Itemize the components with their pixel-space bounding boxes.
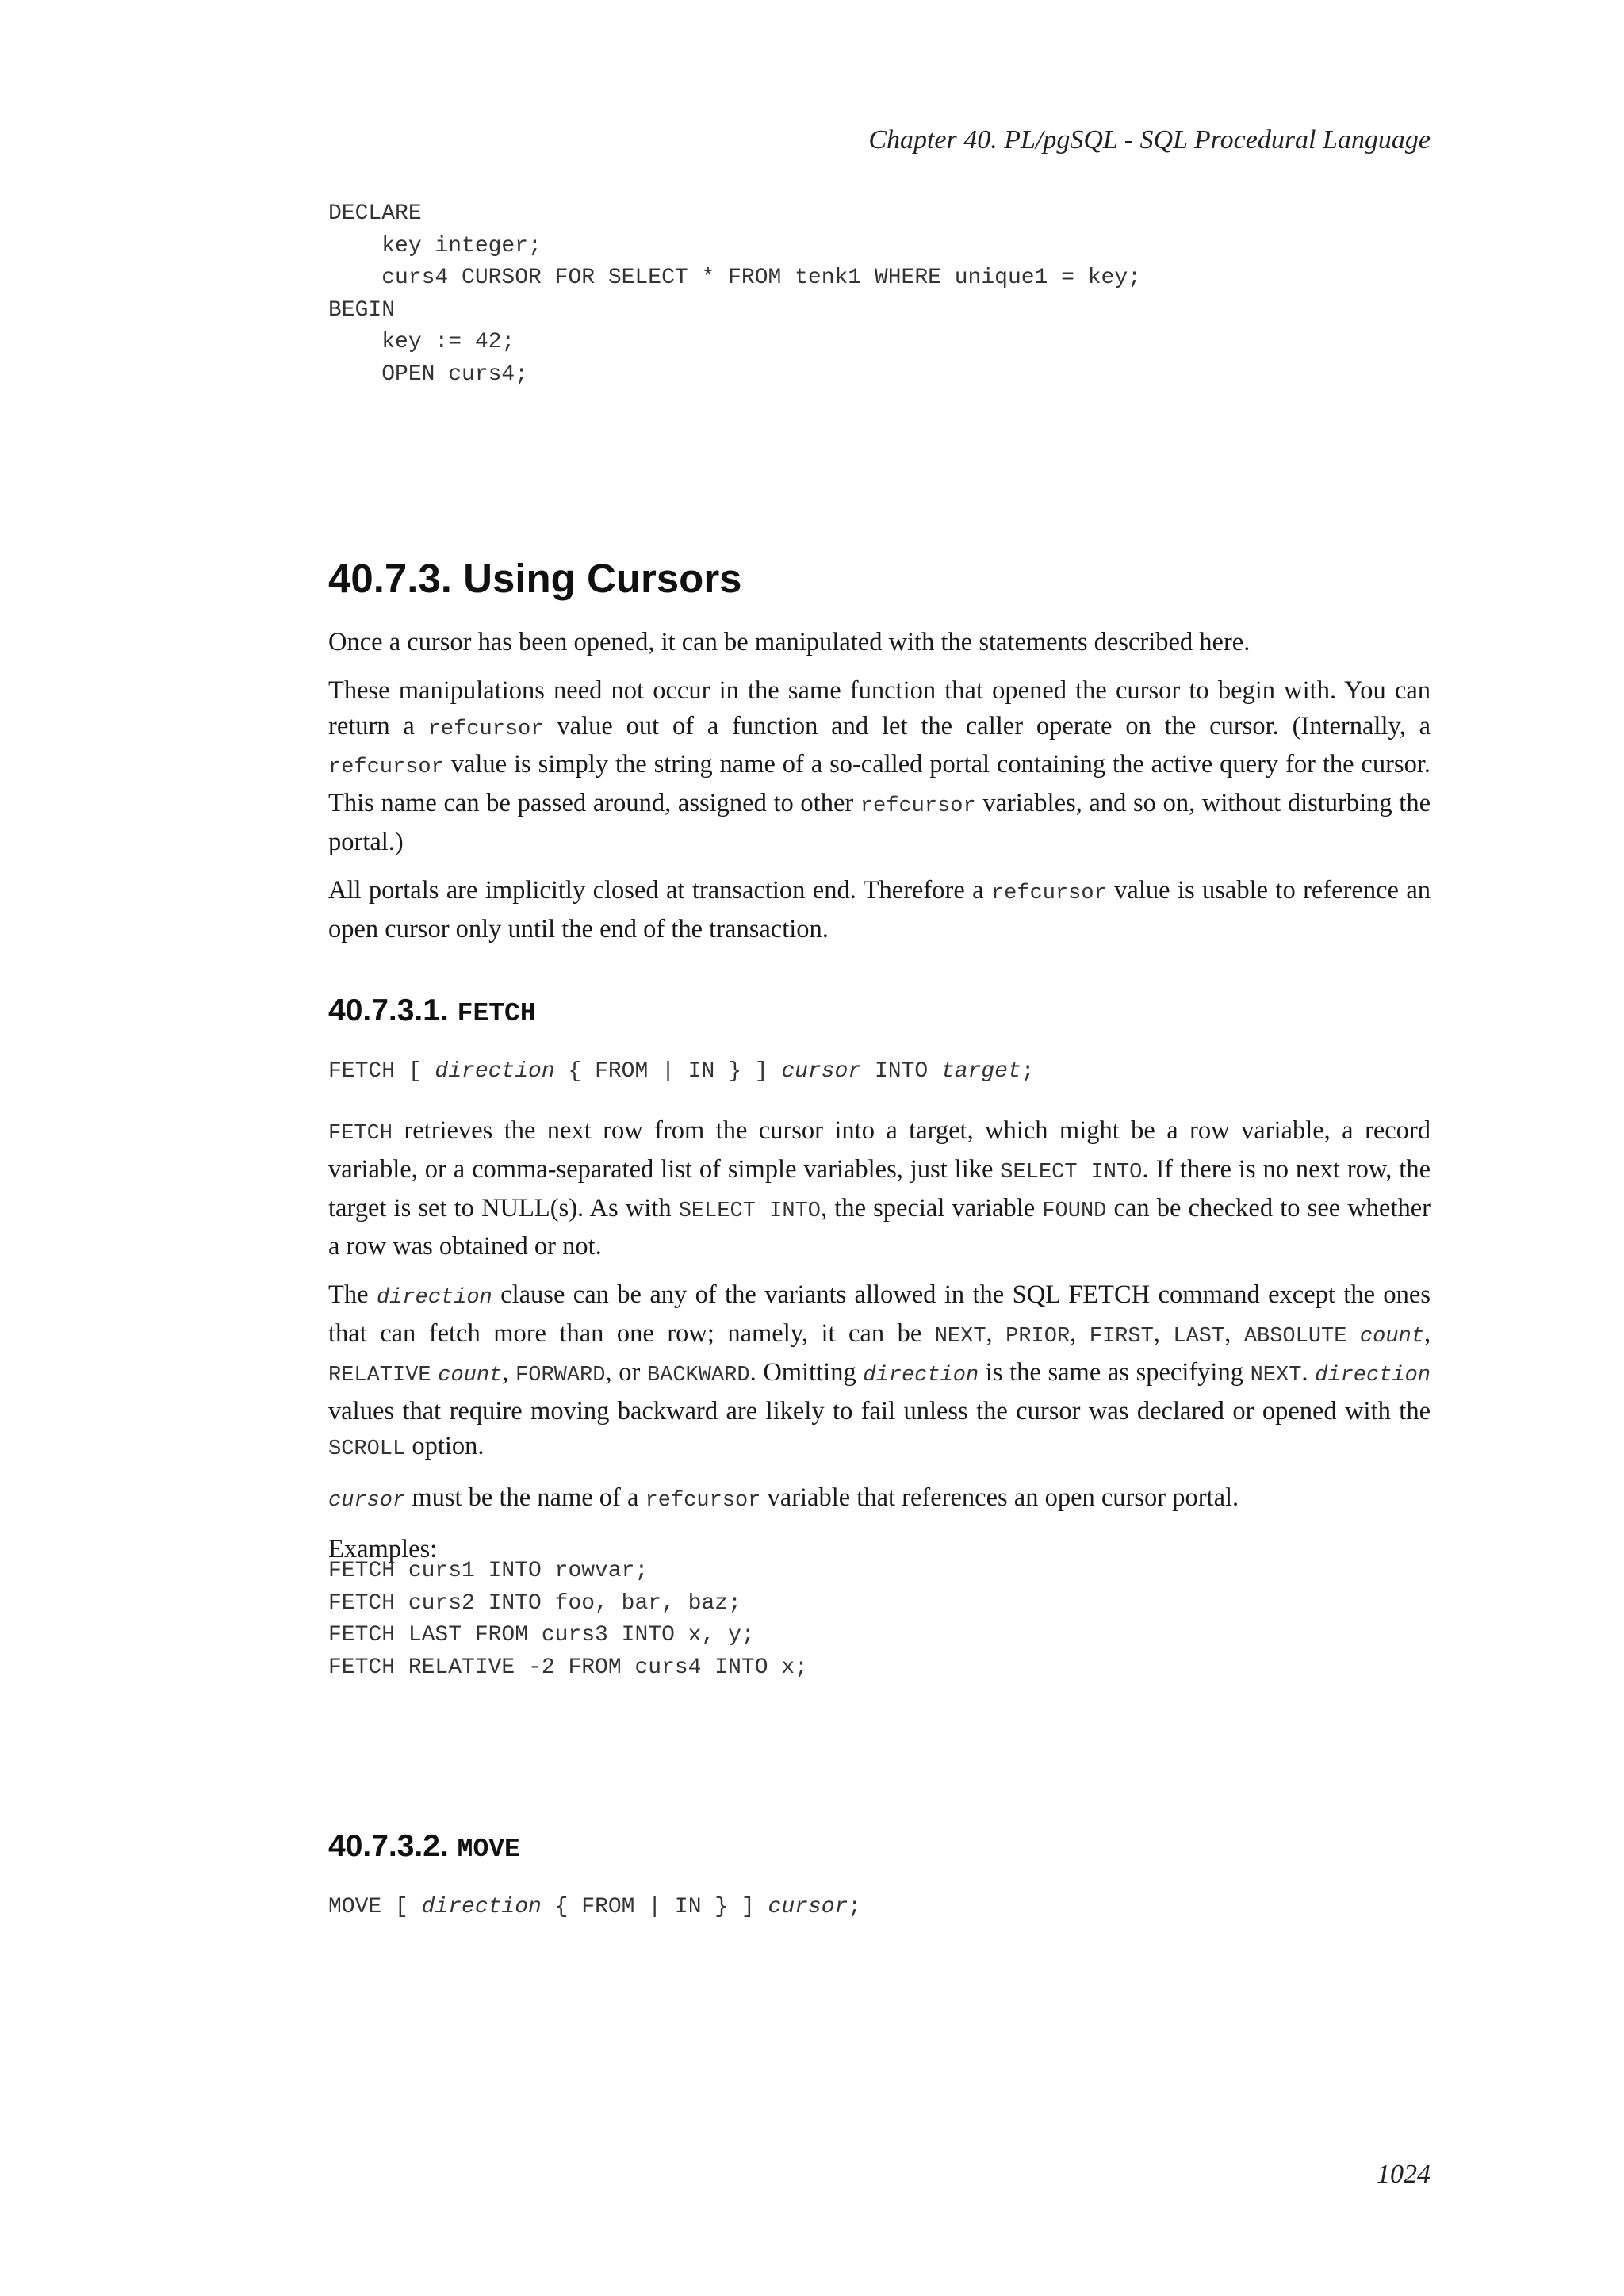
paragraph: All portals are implicitly closed at transaction end. Therefore a refcursor value is usable to reference an open cursor only until the end of the transaction. xyxy=(328,875,1431,943)
section-heading: 40.7.3. Using Cursors xyxy=(328,556,742,601)
code-line: FETCH curs1 INTO rowvar; xyxy=(328,1559,649,1583)
code-block-declare xyxy=(328,198,1431,391)
page-number: 1024 xyxy=(1377,2160,1431,2189)
section-body xyxy=(328,625,1431,947)
code-line: DECLARE xyxy=(328,201,422,226)
inline-code: refcursor xyxy=(990,881,1107,905)
code-line: FETCH curs2 INTO foo, bar, baz; xyxy=(328,1590,741,1616)
code-line: FETCH RELATIVE -2 FROM curs4 INTO x; xyxy=(328,1655,808,1680)
code-line: key := 42; xyxy=(328,330,515,354)
inline-code: refcursor xyxy=(328,756,444,780)
paragraph: The direction clause can be any of the variants allowed in the SQL FETCH command except the ones that can fetch more than one row; namely, it can be NEXT, PRIOR, FIRST, LAST, ABSOLUTE count, RELATIVE count, FORWARD, or BACKWARD. Omitting direction is the same as specifying NEXT. direction values that require moving backward are likely to fail unless the cursor was declared or opened with the SCROLL option. xyxy=(328,1280,1431,1462)
paragraph: FETCH retrieves the next row from the cursor into a target, which might be a row variable, a record variable, or a comma-separated list of simple variables, just like SELECT INTO. If there is no next row, the target is set to NULL(s). As with SELECT INTO, the special variable FOUND can be checked to see whether a row was obtained or not. xyxy=(328,1116,1431,1261)
move-synopsis: MOVE [ direction { FROM | IN } ] cursor; xyxy=(328,1895,862,1919)
code-line: key integer; xyxy=(328,233,542,258)
paragraph: These manipulations need not occur in the same function that opened the cursor to begin with. You can return a refcursor value out of a function and let the caller operate on the cursor. (Internally, a refcursor value is simply the string name of a so-called portal containing the active query for the cursor. This name can be passed around, assigned to other refcursor variables, and so on, without disturbing the portal.) xyxy=(328,675,1431,856)
code-line: OPEN curs4; xyxy=(328,362,529,387)
paragraph: cursor must be the name of a refcursor variable that references an open cursor portal. xyxy=(328,1483,1239,1513)
paragraph: Once a cursor has been opened, it can be manipulated with the statements described here. xyxy=(328,628,1251,656)
subsection-heading-move: 40.7.3.2. MOVE xyxy=(328,1829,520,1864)
fetch-body xyxy=(328,1113,1431,1567)
inline-code: refcursor xyxy=(860,794,976,819)
code-line: curs4 CURSOR FOR SELECT * FROM tenk1 WHERE unique1 = key; xyxy=(328,266,1141,290)
code-block-examples xyxy=(328,1556,1431,1684)
inline-code: refcursor xyxy=(427,717,544,741)
fetch-synopsis: FETCH [ direction { FROM | IN } ] cursor INTO target; xyxy=(328,1059,1035,1084)
running-header: Chapter 40. PL/pgSQL - SQL Procedural Language xyxy=(868,125,1431,155)
code-line: BEGIN xyxy=(328,297,396,323)
subsection-heading-fetch: 40.7.3.1. FETCH xyxy=(328,993,536,1028)
code-line: FETCH LAST FROM curs3 INTO x, y; xyxy=(328,1623,755,1647)
examples-label: Examples: xyxy=(328,1534,438,1563)
